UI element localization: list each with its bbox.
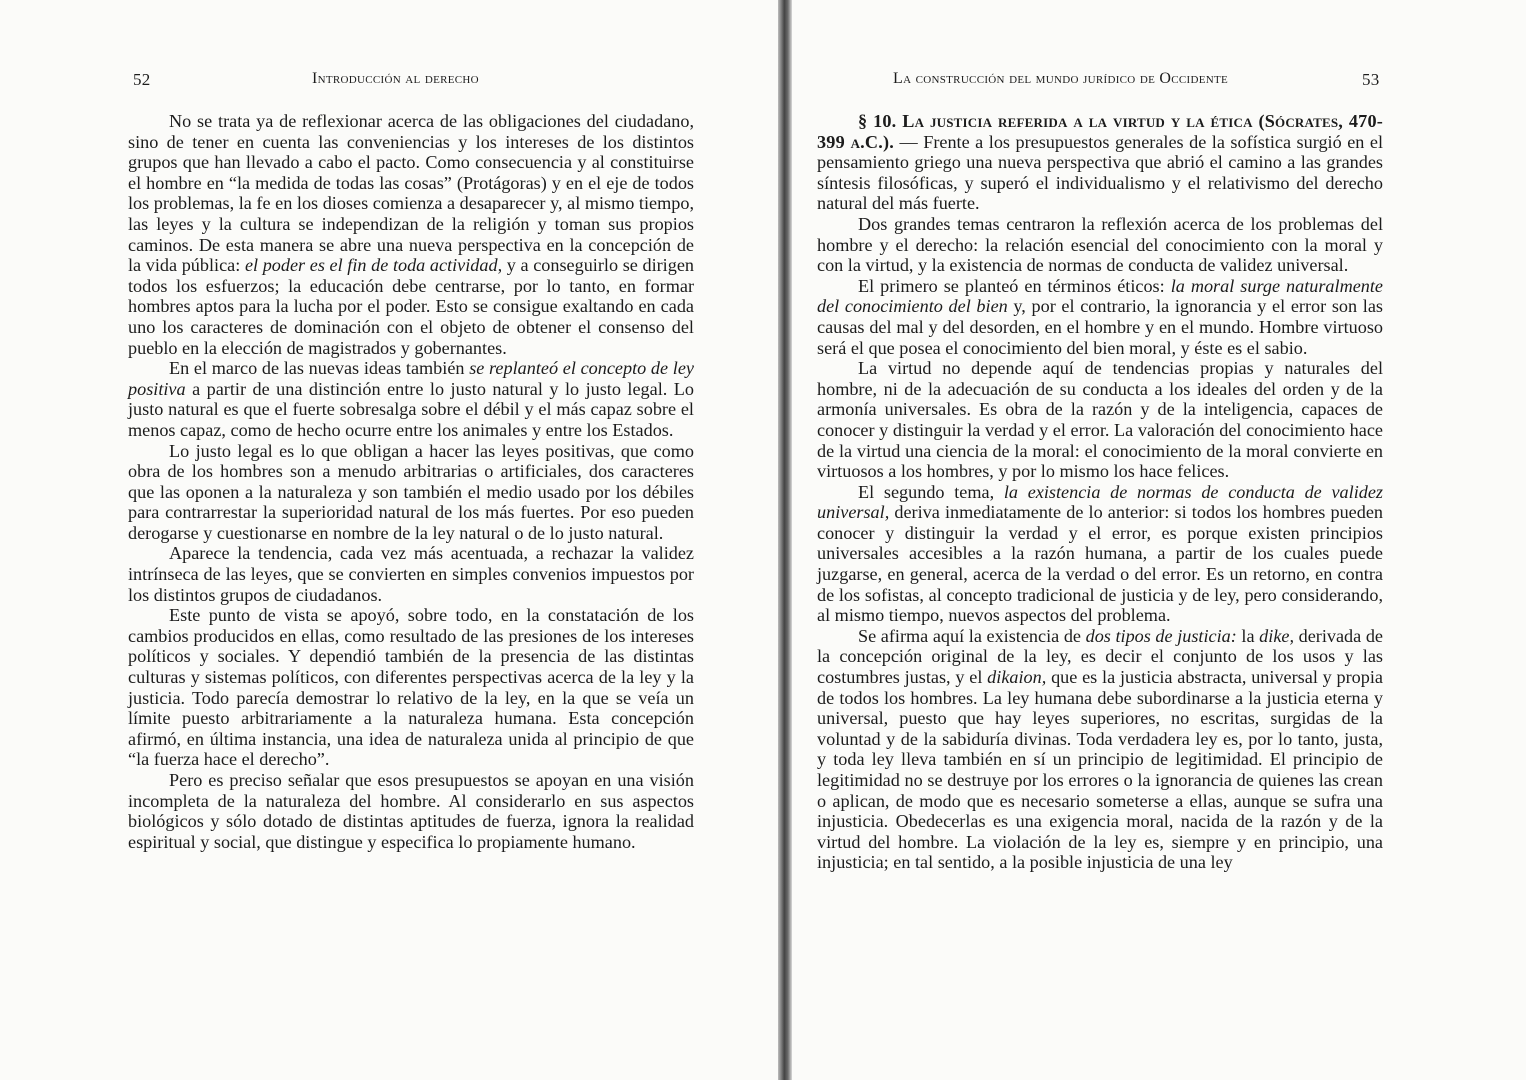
paragraph: Lo justo legal es lo que obligan a hacer las leyes positivas, que como obra de los hombres son a menudo arbitrarias o artificiales, dos caracteres que las oponen a la naturaleza y son también el medio usado por los débiles para contrarrestar la superioridad natural de los más fuertes. Por eso pueden derogarse y cuestionarse en nombre de la ley natural o de lo justo natural. — [128, 440, 694, 543]
emphasis: dike, — [1259, 625, 1295, 646]
paragraph: En el marco de las nuevas ideas también se replanteó el concepto de ley positiva a partir de una distinción entre lo justo natural y lo justo legal. Lo justo natural es que el fuerte sobresalga sobre el débil y el más capaz sobre el menos capaz, como de hecho ocurre entre los animales y entre los Estados. — [128, 358, 694, 440]
paragraph: Aparece la tendencia, cada vez más acentuada, a rechazar la validez intrínseca de las leyes, que se convierten en simples convenios impuestos por los distintos grupos de ciudadanos. — [128, 543, 694, 605]
running-head: Introducción al derecho — [312, 70, 479, 87]
paragraph: El primero se planteó en términos éticos: la moral surge naturalmente del conocimiento del bien y, por el contrario, la ignorancia y el error son las causas del mal y del desorden, en el hombre y en el mundo. Hombre virtuoso será el que posea el conocimiento del bien moral, y éste es el sabio. — [817, 275, 1383, 358]
page-number: 52 — [133, 70, 151, 89]
paragraph: § 10. La justicia referida a la virtud y la ética (Sócrates, 470-399 a.C.). — Frente a los presupuestos generales de la sofística surgió en el pensamiento griego una nueva perspectiva que abrió el camino a las grandes síntesis filosóficas, y superó el individualismo y el relativismo del derecho natural del más fuerte. — [817, 111, 1383, 214]
paragraph: Se afirma aquí la existencia de dos tipos de justicia: la dike, derivada de la concepción original de la ley, es decir el conjunto de los usos y las costumbres justas, y el dikaion, que es la justicia abstracta, universal y propia de todos los hombres. La ley humana debe subordinarse a la justicia eterna y universal, puesto que hay leyes superiores, no escritas, surgidas de la voluntad y de la sabiduría divinas. Toda verdadera ley es, por lo tanto, justa, y toda ley lleva también en sí un principio de legitimidad. El principio de legitimidad no se destruye por los errores o la ignorancia de quienes las crean o aplican, de modo que es necesario someterse a ellas, aunque se sufra una injusticia. Obedecerlas es una exigencia moral, nacida de la razón y de la virtud del hombre. La violación de la ley es, siempre y en principio, una injusticia; en tal sentido, a la posible injusticia de una ley — [817, 625, 1383, 873]
emphasis: dos tipos de justicia: — [1085, 625, 1237, 646]
paragraph: La virtud no depende aquí de tendencias propias y naturales del hombre, ni de la adecuación de su conducta a los ideales del orden y de la armonía universales. Es obra de la razón y de la inteligencia, capaces de conocer y distinguir la verdad y el error. La valoración del conocimiento hace de la virtud una ciencia de la moral: el conocimiento de la moral convierte en virtuosos a los hombres, y por lo mismo los hace felices. — [817, 358, 1383, 482]
emphasis: la moral surge naturalmente del conocimiento del bien — [817, 275, 1383, 317]
right-page — [792, 0, 1526, 1080]
emphasis: la existencia de normas de conducta de validez universal, — [817, 481, 1383, 523]
page-body — [817, 111, 1383, 873]
emphasis: se replanteó el concepto de ley positiva — [128, 358, 694, 399]
paragraph: Pero es preciso señalar que esos presupuestos se apoyan en una visión incompleta de la naturaleza del hombre. Al considerarlo en sus aspectos biológicos y sólo dotado de distintas aptitudes de fuerza, ignora la realidad espiritual y social, que distingue y especifica lo propiamente humano. — [128, 770, 694, 852]
paragraph: No se trata ya de reflexionar acerca de las obligaciones del ciudadano, sino de tener en cuenta las conveniencias y los intereses de los distintos grupos que han llevado a cabo el pacto. Como consecuencia y al constituirse el hombre en “la medida de todas las cosas” (Protágoras) y en el eje de todos los problemas, la fe en los dioses comienza a desaparecer y, al mismo tiempo, las leyes y la cultura se independizan de la religión y toman sus propios caminos. De esta manera se abre una nueva perspectiva en la concepción de la vida pública: el poder es el fin de toda actividad, y a conseguirlo se dirigen todos los esfuerzos; la educación debe centrarse, por lo tanto, en formar hombres aptos para la lucha por el poder. Esto se consigue exaltando en cada uno los caracteres de dominación con el objeto de obtener el consenso del pueblo en la elección de magistrados y gobernantes. — [128, 111, 694, 358]
emphasis: dikaion, — [987, 667, 1047, 688]
section-heading: § 10. La justicia referida a la virtud y la ética (Sócrates, 470-399 a.C.). — [817, 111, 1383, 152]
emphasis: el poder es el fin de toda actividad, — [244, 255, 503, 276]
page-number: 53 — [1362, 70, 1380, 89]
book-gutter — [778, 0, 792, 1080]
paragraph: Dos grandes temas centraron la reflexión acerca de los problemas del hombre y el derecho: la relación esencial del conocimiento con la moral y con la virtud, y la existencia de normas de conducta de validez universal. — [817, 213, 1383, 276]
running-head: La construcción del mundo jurídico de Occidente — [893, 70, 1229, 87]
paragraph: Este punto de vista se apoyó, sobre todo, en la constatación de los cambios producidos en ellas, como resultado de las presiones de los intereses políticos y sociales. Y dependió también de la presencia de las distintas culturas y sistemas políticos, con diferentes perspectivas acerca de la ley y la justicia. Todo parecía demostrar lo relativo de la ley, en la que se veía un límite puesto arbitrariamente a la naturaleza humana. Esta concepción afirmó, en última instancia, una idea de naturaleza unida al principio de que “la fuerza hace el derecho”. — [128, 605, 694, 770]
page-body — [128, 111, 694, 852]
paragraph: El segundo tema, la existencia de normas de conducta de validez universal, deriva inmediatamente de lo anterior: si todos los hombres pueden conocer y distinguir la verdad y el error, es porque existen principios universales accesibles a la razón humana, a partir de los cuales puede juzgarse, en general, acerca de la verdad o del error. Es un retorno, en contra de los sofistas, al concepto tradicional de justicia y de ley, pero considerando, al mismo tiempo, nuevos aspectos del problema. — [817, 481, 1383, 626]
